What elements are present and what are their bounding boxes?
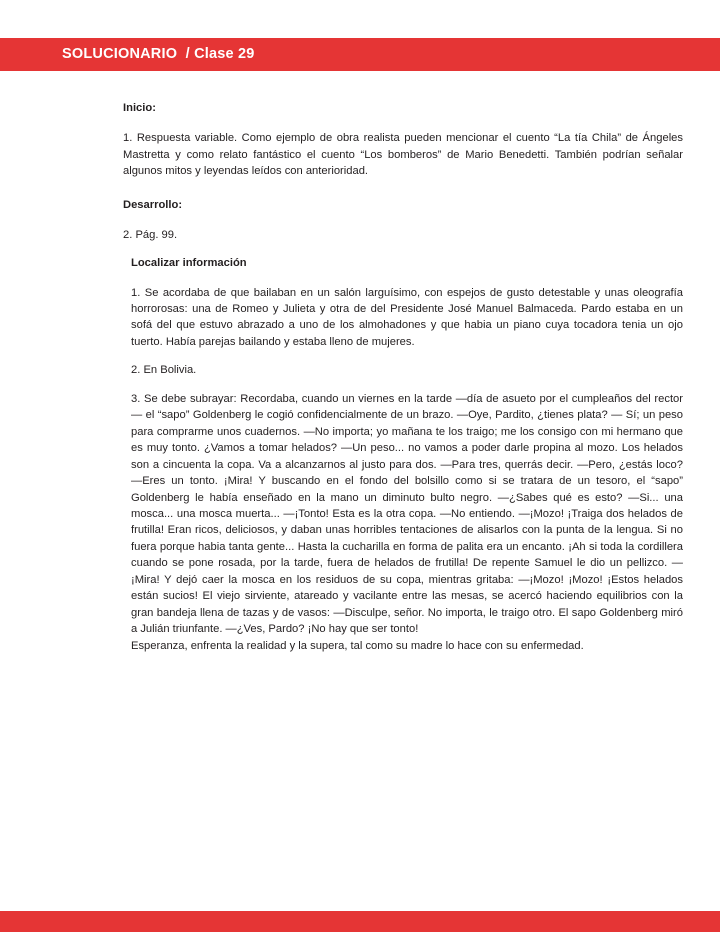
header-title-space	[177, 46, 185, 62]
header-separator: /	[185, 46, 190, 63]
answer-item-3: 3. Se debe subrayar: Recordaba, cuando un viernes en la tarde —día de asueto por el cumpleaños del rector— el “sapo” Goldenberg le cogió confidencialmente de un brazo. —Oye, Pardito, ¿tienes plata? — Sí; un peso para comprarme unos cuadernos. —No importa; yo mañana te los traigo; me los consigo con mi hermano que es muy tonto. ¿Vamos a tomar helados? —Un peso... no vamos a poder darle propina al mozo. Los helados son a cincuenta la copa. Va a alcanzarnos al justo para dos. —Para tres, querrás decir. —Pero, ¿estás loco? —Eres un tonto. ¡Mira! Y buscando en el fondo del bolsillo como si se tratara de un tesoro, el “sapo” Goldenberg le había enseñado en la mano un diminuto bulto negro. —¿Sabes qué es esto? —Si... una mosca... una mosca muerta... —¡Tonto! Esta es la otra copa. —No entiendo. —¡Mozo! ¡Traiga dos helados de frutilla! Eran ricos, deliciosos, y daban unas horribles tentaciones de alisarlos con la punta de la lengua. Si no fuera porque habia tanta gente... Hasta la cucharilla en forma de palita era un encanto. ¡Ah si toda la cordillera cuando se pone rosada, por la tarde, fuera de helados de frutilla! De repente Samuel le dio un pellizco. —¡Mira! Y dejó caer la mosca en los residuos de su copa, mientras gritaba: —¡Mozo! ¡Mozo! ¡Estos helados están sucios! El viejo sirviente, atareado y vacilante entre las mesas, se acercó haciendo equilibrios con la gran bandeja llena de tazas y de vasos: —Disculpe, señor. No importa, le traigo otro. El sapo Goldenberg miró a Julián triunfante. —¿Ves, Pardo? ¡No hay que ser tonto!	[131, 392, 683, 636]
subheading-localizar-informacion: Localizar información	[131, 257, 247, 270]
page-title	[0, 47, 255, 62]
document-body	[123, 100, 683, 668]
paragraph-pagina-referencia: 2. Pág. 99.	[123, 228, 178, 241]
section-heading-inicio: Inicio:	[123, 102, 156, 114]
header-band	[0, 38, 720, 71]
section-heading-desarrollo: Desarrollo:	[123, 198, 183, 211]
answer-item-2: 2. En Bolivia.	[131, 364, 197, 377]
header-title-sub: Clase 29	[194, 46, 255, 63]
closing-statement: Esperanza, enfrenta la realidad y la supera, tal como su madre lo hace con su enfermedad.	[131, 639, 584, 652]
footer-band	[0, 911, 720, 932]
paragraph-inicio-1: 1. Respuesta variable. Como ejemplo de obra realista pueden mencionar el cuento “La tía Chila” de Ángeles Mastretta y como relato fantástico el cuento “Los bomberos” de Mario Benedetti. También podrían señalar algunos mitos y leyendas leídos con anterioridad.	[123, 132, 683, 178]
answer-item-1: 1. Se acordaba de que bailaban en un salón larguísimo, con espejos de gusto detestable y unas oleografía horrorosas: una de Romeo y Julieta y otra de del Presidente José Manuel Balmaceda. Pardo estaba en un sofá del que estuvo abrazado a uno de los almohadones y que habia un piano cuya tocadora tenia un ojo tuerto. Había parejas bailando y estaba lleno de mujeres.	[131, 286, 683, 348]
header-title-main: SOLUCIONARIO	[62, 46, 178, 63]
